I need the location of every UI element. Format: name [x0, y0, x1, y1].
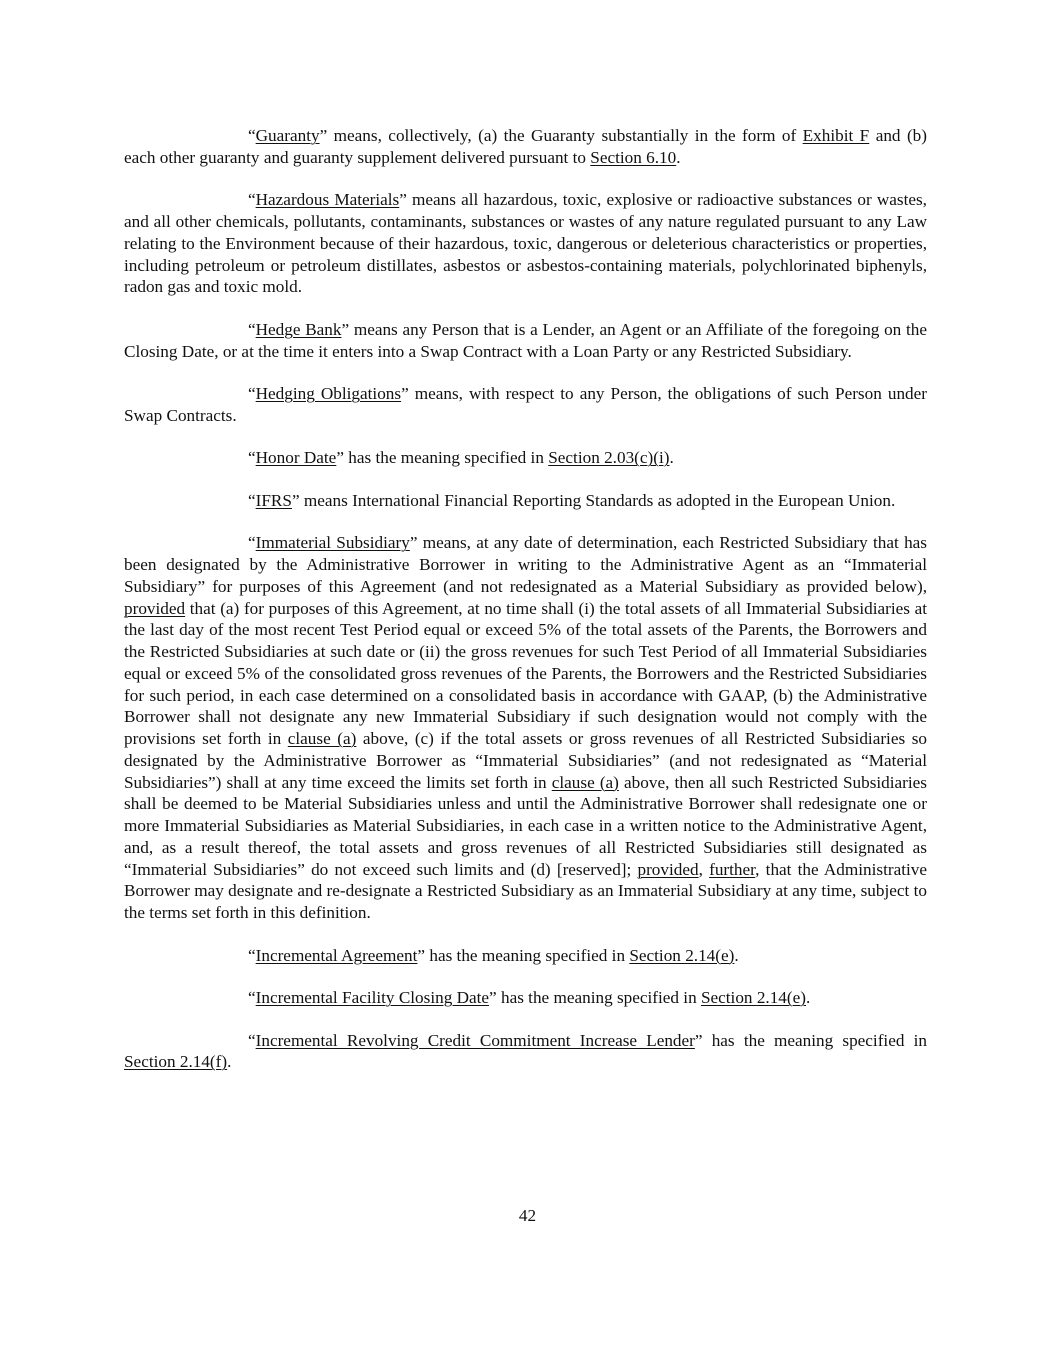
- cross-reference: further: [709, 859, 756, 879]
- definition-text: “: [248, 490, 256, 510]
- definition-paragraph: [124, 447, 927, 469]
- cross-reference: clause (a): [551, 772, 619, 792]
- definition-text: ” means any Person that is a Lender, an Agent or an Affiliate of the foregoing on the Closing Date, or at the time it enters into a Swap Contract with a Loan Party or any Restricted Subsidiary.: [124, 319, 927, 361]
- definition-text: ” has the meaning specified in: [489, 988, 701, 1007]
- definition-paragraph: [124, 319, 927, 363]
- cross-reference: clause (a): [287, 729, 357, 748]
- definition-paragraph: [124, 1030, 927, 1074]
- defined-term: Incremental Revolving Credit Commitment Increase Lender: [255, 1030, 695, 1050]
- definition-text: ” means, collectively, (a) the Guaranty substantially in the form of: [319, 126, 803, 145]
- definition-text: and (b) each other guaranty and guaranty supplement delivered pursuant to: [124, 126, 927, 167]
- definition-paragraph: [124, 125, 927, 169]
- defined-term: Hazardous Materials: [255, 190, 400, 210]
- defined-term: IFRS: [255, 490, 292, 510]
- definition-text: “: [248, 126, 256, 145]
- definition-text: .: [676, 147, 681, 167]
- definition-text: ,: [698, 859, 710, 879]
- defined-term: Hedging Obligations: [255, 384, 402, 403]
- cross-reference: Exhibit F: [802, 126, 870, 145]
- cross-reference: Section 2.03(c)(i): [548, 448, 670, 468]
- definition-text: ” means all hazardous, toxic, explosive or radioactive substances or wastes, and all other chemicals, pollutants, contaminants, substances or wastes of any nature regulated pursuant to any Law relating to the Environment because of their hazardous, toxic, dangerous or deleterious characteristics or properties, including petroleum or petroleum distillates, asbestos or asbestos-containing materials, polychlorinated biphenyls, radon gas and toxic mold.: [124, 190, 927, 297]
- definition-text: “: [248, 988, 256, 1007]
- cross-reference: Section 6.10: [590, 147, 677, 167]
- definition-text: “: [248, 190, 256, 210]
- definition-text: that (a) for purposes of this Agreement, at no time shall (i) the total assets of all Immaterial Subsidiaries at the last day of the most recent Test Period equal or exceed 5% of the total assets of the Parents, the Borrowers and the Restricted Subsidiaries at such date or (ii) the gross revenues for such Test Period of all Immaterial Subsidiaries equal or exceed 5% of the consolidated gross revenues of the Parents, the Borrowers and the Restricted Subsidiaries for such period, in each case determined on a consolidated basis in accordance with GAAP, (b) the Administrative Borrower shall not designate any new Immaterial Subsidiary if such designation would not comply with the provisions set forth in: [124, 598, 927, 748]
- definition-text: .: [805, 988, 811, 1007]
- definition-paragraph: [124, 383, 927, 427]
- cross-reference: provided: [637, 859, 699, 879]
- definition-text: “: [248, 945, 256, 965]
- definition-text: ” means International Financial Reporting Standards as adopted in the European Union.: [291, 490, 896, 510]
- cross-reference: Section 2.14(f): [124, 1052, 228, 1072]
- definition-text: “: [248, 448, 256, 468]
- defined-term: Incremental Agreement: [255, 945, 418, 965]
- definition-paragraph: [124, 532, 927, 924]
- definition-text: .: [227, 1052, 232, 1072]
- definition-paragraph: [124, 490, 927, 512]
- definition-text: ” means, with respect to any Person, the obligations of such Person under Swap Contracts.: [124, 384, 927, 425]
- definition-paragraph: [124, 945, 927, 967]
- definition-text: ” has the meaning specified in: [336, 448, 549, 468]
- definition-text: .: [734, 945, 739, 965]
- defined-term: Hedge Bank: [255, 319, 342, 339]
- definition-text: ” means, at any date of determination, each Restricted Subsidiary that has been designated by the Administrative Borrower in writing to the Administrative Agent as an “Immaterial Subsidiary” for purposes of this Agreement (and not redesignated as a Material Subsidiary as provided below),: [124, 533, 927, 596]
- definition-text: above, (c) if the total assets or gross revenues of all Restricted Subsidiaries so designated by the Administrative Borrower as “Immaterial Subsidiaries” (and not redesignated as “Material Subsidiaries”) shall at any time exceed the limits set forth in: [124, 729, 927, 792]
- definition-text: “: [248, 384, 256, 403]
- cross-reference: provided: [124, 598, 186, 618]
- definition-text: , that the Administrative Borrower may designate and re-designate a Restricted Subsidiary as an Immaterial Subsidiary at any time, subject to the terms set forth in this definition.: [124, 859, 927, 922]
- definition-text: above, then all such Restricted Subsidiaries shall be deemed to be Material Subsidiaries unless and until the Administrative Borrower shall redesignate one or more Immaterial Subsidiaries as Material Subsidiaries, in each case in a written notice to the Administrative Agent, and, as a result thereof, the total assets and gross revenues of all Restricted Subsidiaries still designated as “Immaterial Subsidiaries” do not exceed such limits and (d) [reserved];: [124, 772, 927, 879]
- defined-term: Guaranty: [255, 126, 320, 145]
- defined-term: Honor Date: [255, 448, 337, 468]
- document-page: [124, 125, 927, 1094]
- defined-term: Incremental Facility Closing Date: [255, 988, 490, 1007]
- definition-text: ” has the meaning specified in: [694, 1030, 927, 1050]
- definition-text: “: [248, 1030, 256, 1050]
- cross-reference: Section 2.14(e): [629, 945, 735, 965]
- definition-text: “: [248, 533, 256, 553]
- definition-text: .: [669, 448, 674, 468]
- definition-text: ” has the meaning specified in: [417, 945, 630, 965]
- definition-paragraph: [124, 987, 927, 1009]
- definition-paragraph: [124, 189, 927, 298]
- definition-text: “: [248, 319, 256, 339]
- cross-reference: Section 2.14(e): [700, 988, 806, 1007]
- defined-term: Immaterial Subsidiary: [255, 533, 410, 553]
- page-number: 42: [518, 1206, 537, 1225]
